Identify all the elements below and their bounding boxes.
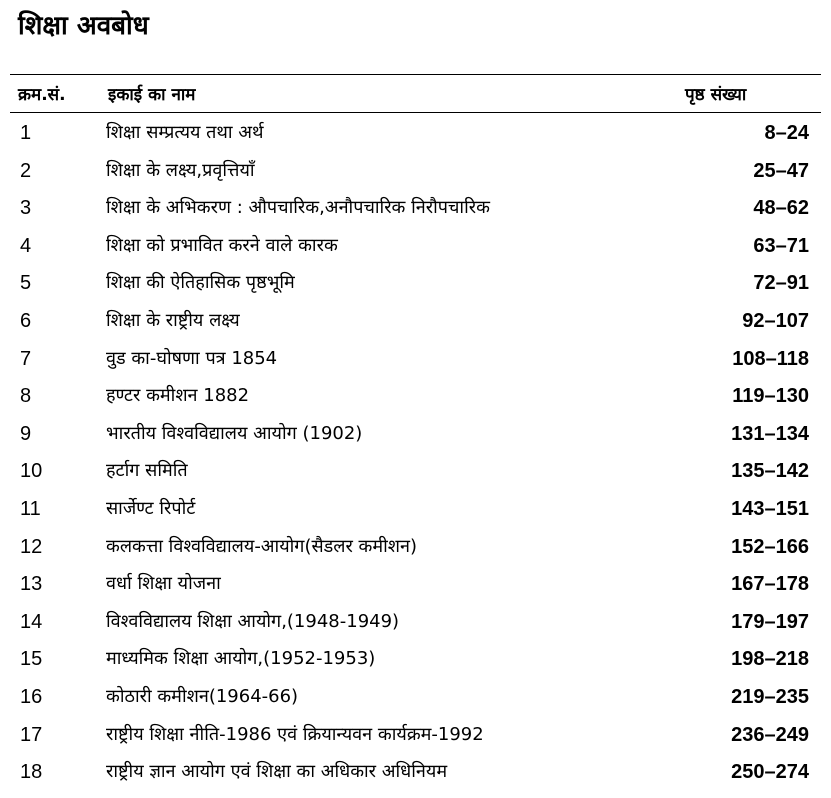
row-pages: 131–134 (731, 422, 809, 445)
row-pages: 179–197 (731, 610, 809, 633)
row-pages: 143–151 (731, 497, 809, 520)
row-serial: 12 (20, 535, 43, 558)
row-pages: 48–62 (753, 197, 809, 220)
page-title: शिक्षा अवबोध (18, 11, 149, 41)
table-row (0, 377, 831, 415)
row-serial: 3 (20, 197, 32, 220)
row-pages: 135–142 (731, 460, 809, 483)
row-serial: 9 (20, 422, 32, 445)
row-serial: 17 (20, 723, 43, 746)
row-serial: 2 (20, 159, 32, 182)
row-unit-name: शिक्षा के अभिकरण : औपचारिक,अनौपचारिक निरौपचारिक (106, 197, 490, 219)
table-header (0, 78, 831, 110)
row-pages: 236–249 (731, 723, 809, 746)
row-unit-name: विश्वविद्यालय शिक्षा आयोग,(1948-1949) (106, 610, 400, 632)
row-pages: 108–118 (732, 347, 809, 370)
row-unit-name: वर्धा शिक्षा योजना (106, 573, 221, 595)
row-pages: 8–24 (764, 122, 809, 144)
table-row (0, 678, 831, 716)
table-row (0, 415, 831, 453)
contents-table-body (0, 114, 831, 791)
table-row (0, 152, 831, 190)
table-row (0, 716, 831, 754)
row-serial: 16 (20, 685, 43, 708)
header-unit-name: इकाई का नाम (108, 85, 196, 105)
table-row (0, 603, 831, 641)
header-page-count: पृष्ठ संख्या (685, 85, 747, 105)
row-unit-name: शिक्षा के राष्ट्रीय लक्ष्य (106, 309, 240, 331)
table-row (0, 753, 831, 791)
row-serial: 1 (20, 122, 32, 144)
row-unit-name: सार्जेण्ट रिपोर्ट (106, 497, 196, 519)
header-bottom-rule (10, 112, 821, 113)
row-unit-name: राष्ट्रीय शिक्षा नीति-1986 एवं क्रियान्यवन कार्यक्रम-1992 (106, 723, 484, 745)
row-serial: 7 (20, 347, 32, 370)
row-unit-name: माध्यमिक शिक्षा आयोग,(1952-1953) (106, 648, 376, 670)
row-pages: 152–166 (731, 535, 809, 558)
row-unit-name: हर्टाग समिति (106, 460, 188, 482)
row-unit-name: शिक्षा सम्प्रत्यय तथा अर्थ (106, 122, 264, 143)
row-pages: 250–274 (731, 761, 809, 784)
table-row (0, 189, 831, 227)
row-unit-name: राष्ट्रीय ज्ञान आयोग एवं शिक्षा का अधिकार अधिनियम (106, 761, 448, 783)
table-row (0, 452, 831, 490)
row-pages: 72–91 (753, 272, 809, 295)
row-serial: 8 (20, 385, 32, 408)
row-serial: 15 (20, 648, 43, 671)
row-serial: 13 (20, 573, 43, 596)
table-row (0, 565, 831, 603)
header-serial: क्रम.सं. (18, 85, 66, 105)
row-serial: 14 (20, 610, 43, 633)
row-unit-name: शिक्षा के लक्ष्य,प्रवृत्तियाँ (106, 159, 255, 181)
row-unit-name: हण्टर कमीशन 1882 (106, 385, 250, 407)
row-unit-name: भारतीय विश्वविद्यालय आयोग (1902) (106, 422, 363, 444)
table-row (0, 490, 831, 528)
row-unit-name: शिक्षा की ऐतिहासिक पृष्ठभूमि (106, 272, 295, 294)
table-row (0, 340, 831, 378)
table-top-rule (10, 74, 821, 75)
row-unit-name: कोठारी कमीशन(1964-66) (106, 685, 299, 707)
row-pages: 198–218 (731, 648, 809, 671)
row-serial: 18 (20, 761, 43, 784)
table-row (0, 227, 831, 265)
table-row (0, 640, 831, 678)
table-row (0, 264, 831, 302)
row-serial: 10 (20, 460, 43, 483)
table-row (0, 302, 831, 340)
row-pages: 167–178 (731, 573, 809, 596)
row-unit-name: वुड का-घोषणा पत्र 1854 (106, 347, 278, 369)
row-pages: 25–47 (753, 159, 809, 182)
row-pages: 219–235 (731, 685, 809, 708)
row-pages: 63–71 (753, 234, 809, 257)
row-pages: 119–130 (732, 385, 809, 408)
row-serial: 4 (20, 234, 32, 257)
table-row (0, 528, 831, 566)
row-serial: 6 (20, 309, 32, 332)
row-unit-name: कलकत्ता विश्वविद्यालय-आयोग(सैडलर कमीशन) (106, 535, 418, 557)
row-unit-name: शिक्षा को प्रभावित करने वाले कारक (106, 234, 338, 256)
table-row (0, 114, 831, 152)
row-pages: 92–107 (742, 309, 809, 332)
row-serial: 11 (20, 497, 41, 520)
row-serial: 5 (20, 272, 32, 295)
